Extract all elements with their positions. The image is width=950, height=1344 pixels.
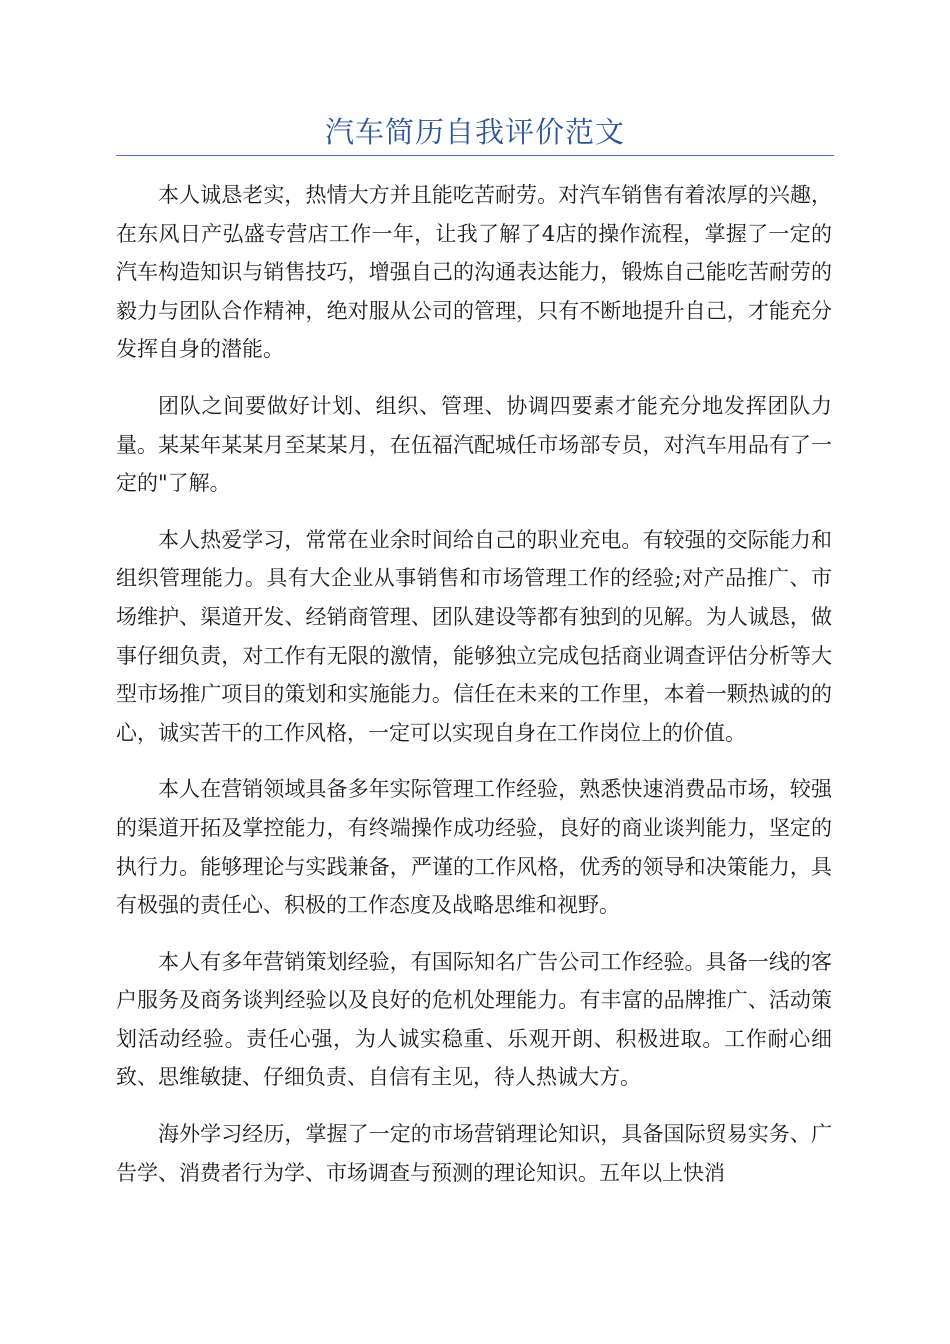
document-body <box>116 176 832 1210</box>
paragraph-5: 本人有多年营销策划经验，有国际知名广告公司工作经验。具备一线的客户服务及商务谈判经验以及良好的危机处理能力。有丰富的品牌推广、活动策划活动经验。责任心强，为人诚实稳重、乐观开朗、积极进取。工作耐心细致、思维敏捷、仔细负责、自信有主见，待人热诚大方。 <box>116 949 832 1090</box>
title-underline <box>116 155 834 156</box>
paragraph-2: 团队之间要做好计划、组织、管理、协调四要素才能充分地发挥团队力量。某某年某某月至某某月，在伍福汽配城任市场部专员，对汽车用品有了一定的"了解。 <box>116 393 832 496</box>
paragraph-1: 本人诚恳老实，热情大方并且能吃苦耐劳。对汽车销售有着浓厚的兴趣，在东风日产弘盛专营店工作一年，让我了解了4店的操作流程，掌握了一定的汽车构造知识与销售技巧，增强自己的沟通表达能力，锻炼自己能吃苦耐劳的毅力与团队合作精神，绝对服从公司的管理，只有不断地提升自己，才能充分发挥自身的潜能。 <box>116 183 832 362</box>
paragraph-6: 海外学习经历，掌握了一定的市场营销理论知识，具备国际贸易实务、广告学、消费者行为学、市场调查与预测的理论知识。五年以上快消 <box>116 1122 832 1185</box>
paragraph-4: 本人在营销领域具备多年实际管理工作经验，熟悉快速消费品市场，较强的渠道开拓及掌控能力，有终端操作成功经验，良好的商业谈判能力，坚定的执行力。能够理论与实践兼备，严谨的工作风格，优秀的领导和决策能力，具有极强的责任心、积极的工作态度及战略思维和视野。 <box>116 777 832 918</box>
paragraph-3: 本人热爱学习，常常在业余时间给自己的职业充电。有较强的交际能力和组织管理能力。具有大企业从事销售和市场管理工作的经验;对产品推广、市场维护、渠道开发、经销商管理、团队建设等都有独到的见解。为人诚恳，做事仔细负责，对工作有无限的激情，能够独立完成包括商业调查评估分析等大型市场推广项目的策划和实施能力。信任在未来的工作里，本着一颗热诚的的心，诚实苦干的工作风格，一定可以实现自身在工作岗位上的价值。 <box>116 527 832 745</box>
page-title: 汽车简历自我评价范文 <box>324 115 625 149</box>
